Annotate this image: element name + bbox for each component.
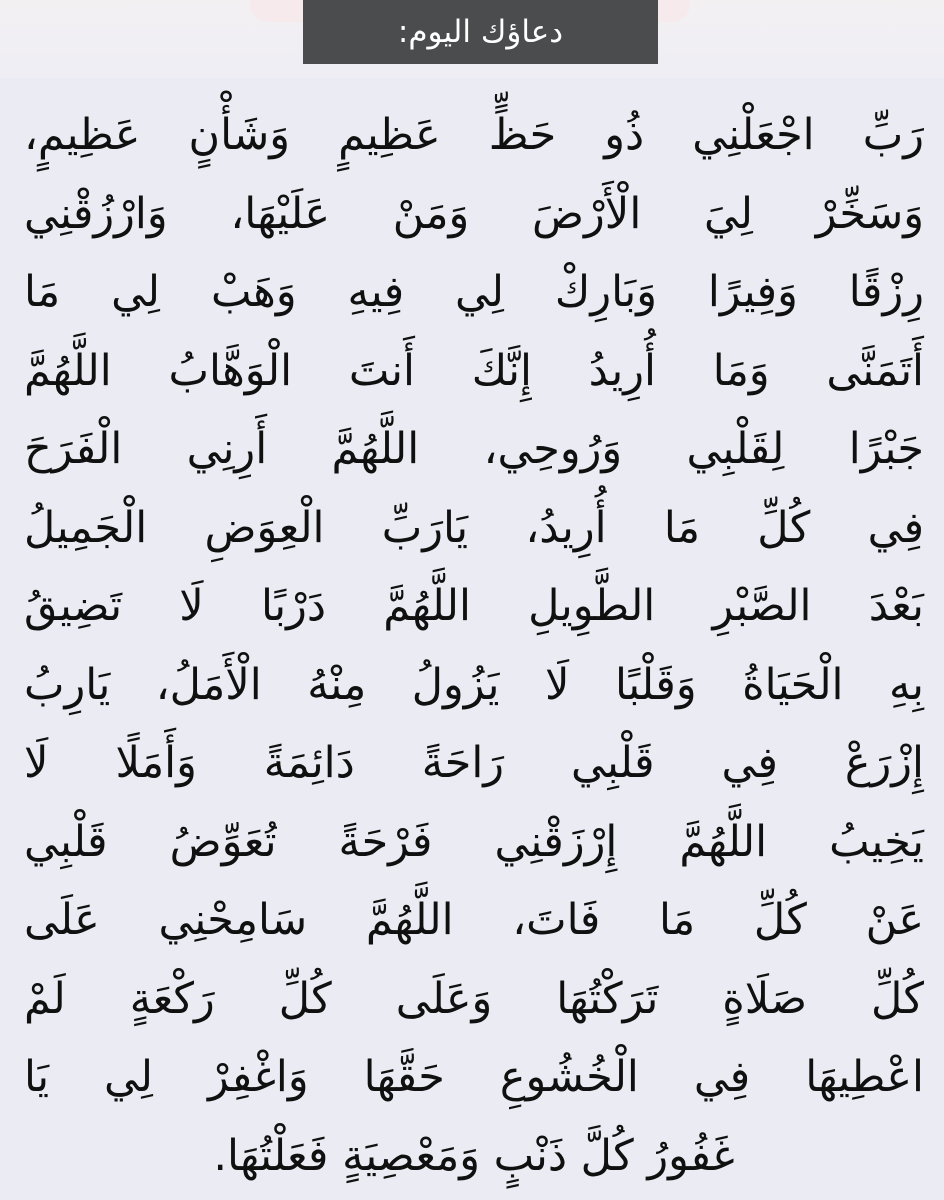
title-banner (303, 0, 658, 64)
prayer-line-11: عَنْ كُلِّ مَا فَاتَ، اللَّهُمَّ سَامِحْنِي عَلَى (24, 895, 924, 945)
prayer-line-4: أَتَمَنَّى وَمَا أُرِيدُ إِنَّكَ أَنتَ الْوَهَّابُ اللَّهُمَّ (24, 345, 924, 396)
prayer-line-8: بِهِ الْحَيَاةُ وَقَلْبًا لَا يَزُولُ مِنْهُ الْأَمَلُ، يَارِبُ (24, 659, 924, 710)
prayer-line-7: بَعْدَ الصَّبْرِ الطَّوِيلِ اللَّهُمَّ دَرْبًا لَا تَضِيقُ (24, 581, 924, 631)
prayer-line-12: كُلِّ صَلَاةٍ تَرَكْتُهَا وَعَلَى كُلِّ رَكْعَةٍ لَمْ (24, 973, 924, 1024)
page-title: دعاؤك اليوم: (397, 14, 564, 50)
prayer-line-1: رَبِّ اجْعَلْنِي ذُو حَظٍّ عَظِيمٍ وَشَأْنٍ عَظِيمٍ، (24, 110, 924, 160)
prayer-line-9: إِزْرَعْ فِي قَلْبِي رَاحَةً دَائِمَةً وَأَمَلًا لَا (24, 738, 924, 788)
prayer-line-10: يَخِيبُ اللَّهُمَّ إِرْزَقْنِي فَرْحَةً تُعَوِّضُ قَلْبِي (24, 816, 924, 867)
prayer-line-6: فِي كُلِّ مَا أُرِيدُ، يَارَبِّ الْعِوَضِ الْجَمِيلُ (24, 502, 924, 553)
prayer-line-3: رِزْقًا وَفِيرًا وَبَارِكْ لِي فِيهِ وَهَبْ لِي مَا (24, 267, 924, 317)
prayer-line-13: اعْطِيهَا فِي الْخُشُوعِ حَقَّهَا وَاغْفِرْ لِي يَا (24, 1052, 924, 1102)
prayer-line-2: وَسَخِّرْ لِيَ الْأَرْضَ وَمَنْ عَلَيْهَا، وَارْزُقْنِي (24, 188, 924, 239)
prayer-text (24, 96, 924, 1195)
prayer-line-5: جَبْرًا لِقَلْبِي وَرُوحِي، اللَّهُمَّ أَرِنِي الْفَرَحَ (24, 424, 924, 474)
prayer-line-14: غَفُورُ كُلَّ ذَنْبٍ وَمَعْصِيَةٍ فَعَلْتُهَا. (213, 1130, 735, 1181)
